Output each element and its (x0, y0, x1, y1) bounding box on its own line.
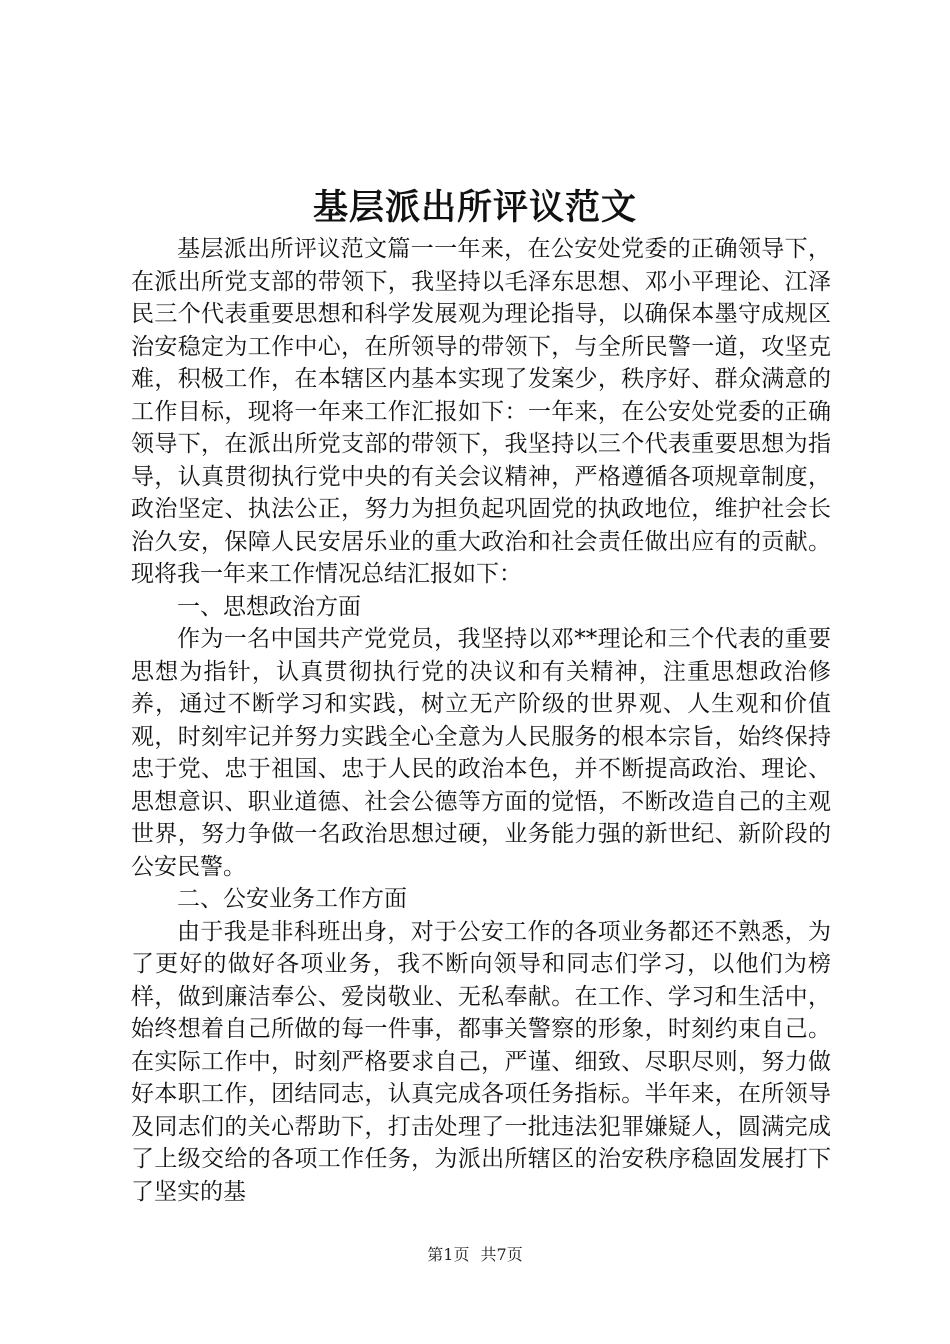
section-heading-political: 一、思想政治方面 (177, 593, 361, 620)
paragraph-intro: 基层派出所评议范文篇一一年来，在公安处党委的正确领导下，在派出所党支部的带领下，我坚持以毛泽东思想、邓小平理论、江泽民三个代表重要思想和科学发展观为理论指导，以确保本墨守成规区治安稳定为工作中心，在所领导的带领下，与全所民警一道，攻坚克难，积极工作，在本辖区内基本实现了发案少，秩序好、群众满意的工作目标，现将一年来工作汇报如下：一年来，在公安处党委的正确领导下，在派出所党支部的带领下，我坚持以三个代表重要思想为指导，认真贯彻执行党中央的有关会议精神，严格遵循各项规章制度，政治坚定、执法公正，努力为担负起巩固党的执政地位，维护社会长治久安，保障人民安居乐业的重大政治和社会责任做出应有的贡献。现将我一年来工作情况总结汇报如下： (131, 236, 831, 587)
page-footer (0, 1243, 950, 1267)
page-total: 共7页 (480, 1245, 523, 1264)
paragraph-business: 由于我是非科班出身，对于公安工作的各项业务都还不熟悉，为了更好的做好各项业务，我不断向领导和同志们学习，以他们为榜样，做到廉洁奉公、爱岗敬业、无私奉献。在工作、学习和生活中，始终想着自己所做的每一件事，都事关警察的形象，时刻约束自己。在实际工作中，时刻严格要求自己，严谨、细致、尽职尽则，努力做好本职工作，团结同志，认真完成各项任务指标。半年来，在所领导及同志们的关心帮助下，打击处理了一批违法犯罪嫌疑人，圆满完成了上级交给的各项工作任务，为派出所辖区的治安秩序稳固发展打下了坚实的基 (131, 918, 831, 1205)
section-heading-business: 二、公安业务工作方面 (177, 886, 407, 912)
document-title: 基层派出所评议范文 (312, 187, 637, 228)
paragraph-political: 作为一名中国共产党党员，我坚持以邓**理论和三个代表的重要思想为指针，认真贯彻执行党的决议和有关精神，注重思想政治修养，通过不断学习和实践，树立无产阶级的世界观、人生观和价值观，时刻牢记并努力实践全心全意为人民服务的根本宗旨，始终保持忠于党、忠于祖国、忠于人民的政治本色，并不断提高政治、理论、思想意识、职业道德、社会公德等方面的觉悟，不断改造自己的主观世界，努力争做一名政治思想过硬，业务能力强的新世纪、新阶段的公安民警。 (131, 626, 831, 880)
document-body (131, 233, 831, 1208)
page-number: 第1页 (427, 1245, 470, 1264)
